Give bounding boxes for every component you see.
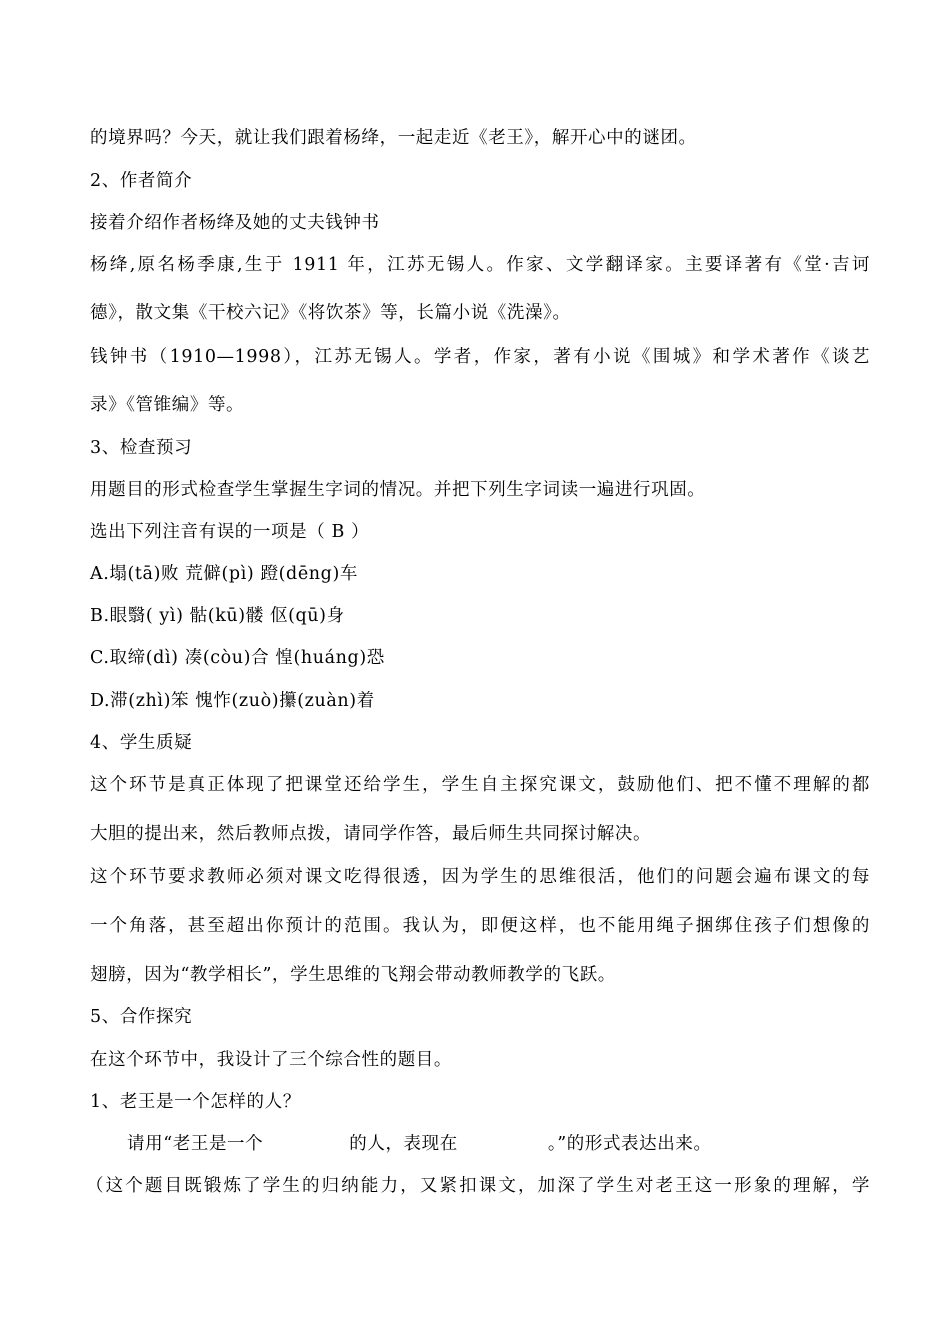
option-a: A.塌(tā)败 荒僻(pì) 蹬(dēng)车	[90, 564, 358, 584]
question-line: 1、老王是一个怎样的人？	[90, 1092, 301, 1112]
option-b: B.眼翳( yì) 骷(kū)髅 伛(qū)身	[90, 606, 345, 626]
question-line: 选出下列注音有误的一项是（ B ）	[90, 522, 370, 542]
paragraph-line: 德》，散文集《干校六记》《将饮茶》等，长篇小说《洗澡》。	[90, 303, 571, 323]
fill-in-prompt-part-3: 。”的形式表达出来。	[547, 1134, 712, 1154]
paragraph-line: 这个环节是真正体现了把课堂还给学生，学生自主探究课文，鼓励他们、把不懂不理解的都	[90, 775, 870, 795]
paragraph-line: 用题目的形式检查学生掌握生字词的情况。并把下列生字词读一遍进行巩固。	[90, 480, 706, 500]
paragraph-line: 这个环节要求教师必须对课文吃得很透，因为学生的思维很活，他们的问题会遍布课文的每	[90, 867, 870, 887]
option-c: C.取缔(dì) 凑(còu)合 惶(huáng)恐	[90, 648, 385, 668]
section-heading-author-intro: 2、作者简介	[90, 171, 193, 191]
paragraph-line: 钱钟书（1910—1998），江苏无锡人。学者，作家，著有小说《围城》和学术著作《谈艺	[90, 347, 870, 367]
paragraph-line: 大胆的提出来，然后教师点拨，请同学作答，最后师生共同探讨解决。	[90, 824, 652, 844]
paragraph-line: （这个题目既锻炼了学生的归纳能力，又紧扣课文，加深了学生对老王这一形象的理解，学	[86, 1176, 870, 1196]
section-heading-student-questions: 4、学生质疑	[90, 733, 193, 753]
section-heading-cooperative-inquiry: 5、合作探究	[90, 1007, 193, 1027]
paragraph-line: 一个角落，甚至超出你预计的范围。我认为，即便这样，也不能用绳子捆绑住孩子们想像的	[90, 916, 870, 936]
paragraph-line: 录》《管锥编》等。	[90, 395, 245, 415]
paragraph-line: 翅膀，因为“教学相长”，学生思维的飞翔会带动教师教学的飞跃。	[90, 965, 616, 985]
paragraph-line: 在这个环节中，我设计了三个综合性的题目。	[90, 1050, 452, 1070]
fill-in-prompt-part-1: 请用“老王是一个	[127, 1134, 264, 1154]
option-d: D.滞(zhì)笨 愧怍(zuò)攥(zuàn)着	[90, 691, 375, 711]
section-heading-check-preview: 3、检查预习	[90, 438, 193, 458]
paragraph-line: 接着介绍作者杨绛及她的丈夫钱钟书	[90, 213, 380, 233]
paragraph-line: 的境界吗？今天，就让我们跟着杨绛，一起走近《老王》，解开心中的谜团。	[90, 128, 697, 148]
fill-in-prompt-part-2: 的人，表现在	[349, 1134, 458, 1154]
fill-in-prompt	[127, 1132, 867, 1156]
paragraph-line: 杨绛,原名杨季康,生于 1911 年，江苏无锡人。作家、文学翻译家。主要译著有《堂·吉诃	[90, 255, 870, 275]
